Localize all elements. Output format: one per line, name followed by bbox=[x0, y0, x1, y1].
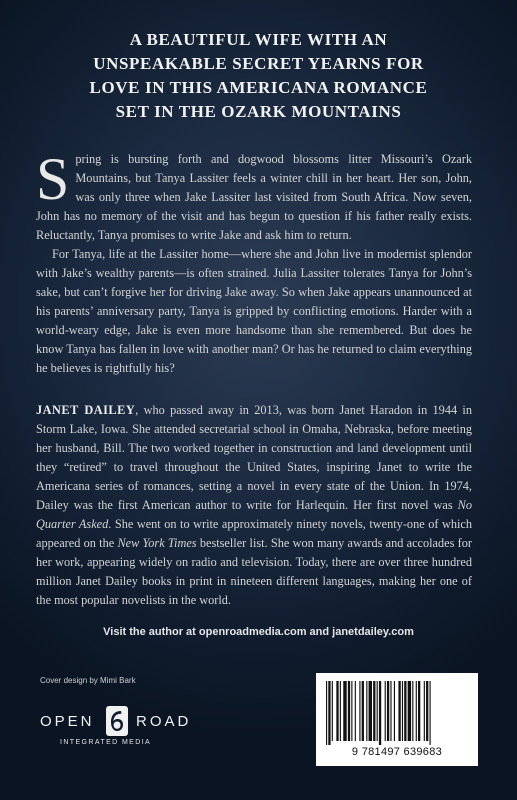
barcode-bar bbox=[351, 681, 352, 741]
visit-author-line: Visit the author at openroadmedia.com and janetdailey.com bbox=[103, 626, 414, 638]
barcode-bar bbox=[418, 681, 420, 741]
barcode-bar bbox=[379, 681, 381, 745]
open-road-emblem-icon bbox=[106, 706, 128, 736]
isbn-barcode bbox=[316, 673, 478, 766]
blurb-paragraph-1 bbox=[36, 146, 472, 245]
barcode-bar bbox=[355, 681, 356, 741]
barcode-bar bbox=[430, 681, 431, 745]
barcode-bar bbox=[366, 681, 367, 741]
headline bbox=[40, 28, 477, 124]
barcode-bar bbox=[402, 681, 403, 741]
author-bio bbox=[36, 401, 472, 610]
barcode-bar bbox=[332, 681, 333, 741]
barcode-bar bbox=[398, 681, 400, 741]
cover-design-credit: Cover design by Mimi Bark bbox=[40, 676, 136, 685]
barcode-bar bbox=[394, 681, 395, 741]
newspaper-name: New York Times bbox=[117, 536, 197, 550]
isbn-number: 9 781497 639683 bbox=[351, 746, 443, 758]
barcode-bar bbox=[369, 681, 372, 741]
publisher-logo bbox=[40, 706, 208, 750]
barcode-bar bbox=[377, 681, 378, 741]
headline-line: SET IN THE OZARK MOUNTAINS bbox=[115, 102, 402, 121]
headline-line: UNSPEAKABLE SECRET YEARNS FOR bbox=[93, 54, 424, 73]
blurb bbox=[36, 146, 472, 378]
author-name: JANET DAILEY bbox=[36, 403, 136, 417]
barcode-bar bbox=[343, 681, 346, 741]
barcode-bar bbox=[326, 681, 327, 745]
blurb-paragraph-1-text: pring is bursting forth and dogwood blossoms litter Missouri’s Ozark Mountains, but Tanya Lassiter feels a winter chill in her heart. Her son, John, was only three when Jake Lassiter last visited from South Africa. Now seven, John has no memory of the visit and has begun to question if his father really exists. Reluctantly, Tanya promises to write Jake and ask him to return. bbox=[36, 152, 472, 242]
bio-text-2: . She went on to write approximately ninety novels, twenty-one of which appeared on the bbox=[36, 517, 473, 550]
barcode-bar bbox=[359, 681, 360, 741]
logo-open-text: OPEN bbox=[40, 713, 95, 730]
barcode-bar bbox=[336, 681, 338, 741]
logo-road-text: ROAD bbox=[136, 713, 192, 730]
barcode-bars bbox=[324, 681, 470, 745]
barcode-bar bbox=[426, 681, 428, 741]
barcode-bar bbox=[408, 681, 411, 741]
barcode-bar bbox=[390, 681, 391, 741]
bio-text-1: , who passed away in 2013, was born Janet Haradon in 1944 in Storm Lake, Iowa. She attended secretarial school in Omaha, Nebraska, before meeting her husband, Bill. The two worked together in construction and land development until they “retired” to travel throughout the United States, inspiring Janet to write the Americana series of romances, setting a novel in every state of the Union. In 1974, Dailey was the first American author to write for Harlequin. Her first novel was bbox=[36, 403, 472, 512]
barcode-bar bbox=[340, 681, 341, 741]
headline-line: LOVE IN THIS AMERICANA ROMANCE bbox=[89, 78, 428, 97]
barcode-bar bbox=[328, 681, 330, 745]
barcode-bar bbox=[416, 681, 417, 741]
barcode-bar bbox=[412, 681, 413, 741]
barcode-bar bbox=[404, 681, 406, 741]
barcode-bar bbox=[373, 681, 375, 741]
bio-text-3: bestseller list. She won many awards and accolades for her work, appearing widely on radio and television. Today, there are over three hundred million Janet Dailey books in print in nineteen different languages, making her one of the most popular novelists in the world. bbox=[36, 536, 472, 607]
barcode-bar bbox=[348, 681, 350, 741]
book-title: No Quarter Asked bbox=[36, 498, 472, 531]
barcode-bar bbox=[424, 681, 425, 741]
barcode-bar bbox=[362, 681, 364, 741]
barcode-bar bbox=[387, 681, 389, 741]
blurb-paragraph-2: For Tanya, life at the Lassiter home—where she and John live in modernist splendor with Jake’s wealthy parents—is often strained. Julia Lassiter tolerates Tanya for John’s sake, but can’t forgive her for driving Jake away. So when Jake appears unannounced at his parents’ anniversary party, Tanya is gripped by conflicting emotions. Harder with a world-weary edge, Jake is even more handsome than she remembered. But does he know Tanya has fallen in love with another man? Or has he returned to claim everything he believes is rightfully his? bbox=[36, 247, 472, 375]
headline-line: A BEAUTIFUL WIFE WITH AN bbox=[129, 30, 388, 49]
barcode-bar bbox=[385, 681, 386, 741]
logo-tagline: INTEGRATED MEDIA bbox=[60, 739, 152, 746]
drop-cap: S bbox=[36, 146, 70, 212]
